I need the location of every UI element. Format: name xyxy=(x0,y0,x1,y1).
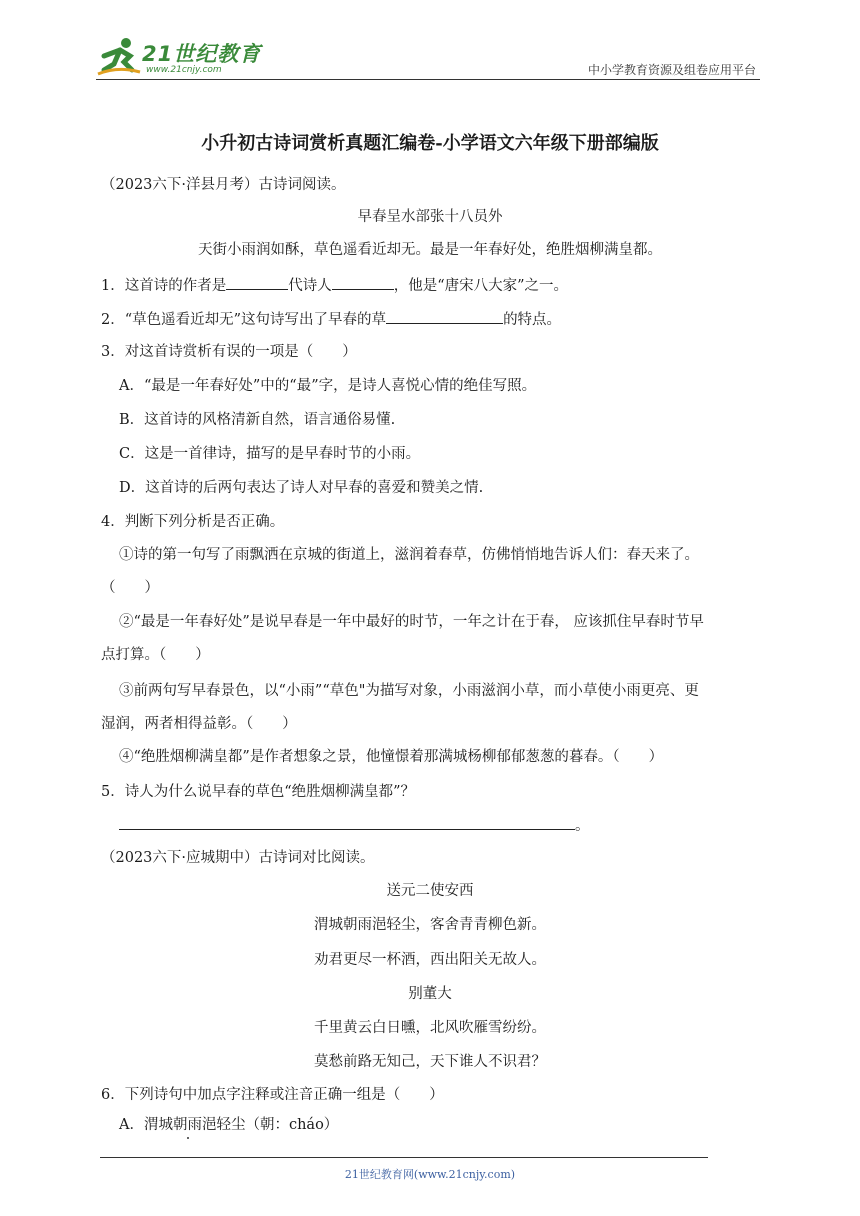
answer-blank-author[interactable] xyxy=(226,274,288,290)
section2-source: （2023六下·应城期中）古诗词对比阅读。 xyxy=(101,850,375,866)
platform-name: 中小学教育资源及组卷应用平台 xyxy=(587,63,756,77)
judge-item-3: ③前两句写早春景色，以“小雨”“草色"为描写对象，小雨滋润小草，而小草使小雨更亮、更 xyxy=(119,683,699,699)
question-5: 5．诗人为什么说早春的草色“绝胜烟柳满皇都”？ xyxy=(101,784,416,800)
option-a[interactable]: A．“最是一年春好处”中的“最”字，是诗人喜悦心情的绝佳写照。 xyxy=(119,378,537,394)
question-3: 3．对这首诗赏析有误的一项是（ ） xyxy=(101,344,357,360)
option-c[interactable]: C．这是一首律诗，描写的是早春时节的小雨。 xyxy=(119,446,421,462)
option-6a[interactable]: A．渭城朝雨浥轻尘（朝：cháo） xyxy=(119,1117,339,1133)
section1-source: （2023六下·洋县月考）古诗词阅读。 xyxy=(101,177,346,193)
poem-text: 天街小雨润如酥，草色遥看近却无。最是一年春好处，绝胜烟柳满皇都。 xyxy=(198,242,662,258)
answer-line-q5[interactable]: 。 xyxy=(119,814,590,836)
logo-text: 21世纪教育 xyxy=(142,42,262,66)
judge-item-2: ②“最是一年春好处”是说早春是一年中最好的时节，一年之计在于春， 应该抓住早春时节早 xyxy=(119,614,704,630)
answer-blank-feature[interactable] xyxy=(386,308,503,324)
option-d[interactable]: D．这首诗的后两句表达了诗人对早春的喜爱和赞美之情. xyxy=(119,480,484,496)
poem1-title: 送元二使安西 xyxy=(386,883,474,899)
answer-blank-dynasty[interactable] xyxy=(332,274,394,290)
question-6: 6．下列诗句中加点字注释或注音正确一组是（ ） xyxy=(101,1087,444,1103)
poem2-title: 别董大 xyxy=(408,986,452,1002)
option-b[interactable]: B．这首诗的风格清新自然，语言通俗易懂. xyxy=(119,412,396,428)
question-4: 4．判断下列分析是否正确。 xyxy=(101,514,285,530)
judge-item-3-cont[interactable]: 湿润，两者相得益彰。（ ） xyxy=(101,716,297,732)
judge-item-1-paren[interactable]: （ ） xyxy=(101,580,159,596)
question-2: 2．“草色遥看近却无”这句诗写出了早春的草 的特点。 xyxy=(101,308,561,330)
question-1: 1．这首诗的作者是 代诗人 ，他是“唐宋八大家”之一。 xyxy=(101,274,568,296)
poem-title: 早春呈水部张十八员外 xyxy=(357,209,503,225)
runner-logo-icon xyxy=(96,36,142,78)
poem2-line2: 莫愁前路无知己，天下谁人不识君？ xyxy=(314,1054,546,1070)
emphasis-dot xyxy=(187,1137,189,1139)
answer-blank-q5[interactable] xyxy=(119,814,575,830)
logo xyxy=(96,36,266,80)
judge-item-4[interactable]: ④“绝胜烟柳满皇都”是作者想象之景，他憧憬着那满城杨柳郁郁葱葱的暮春。（ ） xyxy=(119,749,664,765)
judge-item-2-cont[interactable]: 点打算。（ ） xyxy=(101,647,210,663)
poem2-line1: 千里黄云白日曛，北风吹雁雪纷纷。 xyxy=(314,1020,546,1036)
footer-text: 21世纪教育网(www.21cnjy.com) xyxy=(344,1168,516,1181)
poem1-line1: 渭城朝雨浥轻尘，客舍青青柳色新。 xyxy=(314,917,546,933)
logo-url: www.21cnjy.com xyxy=(146,65,222,75)
page-title: 小升初古诗词赏析真题汇编卷-小学语文六年级下册部编版 xyxy=(201,133,659,154)
judge-item-1: ①诗的第一句写了雨飘洒在京城的街道上，滋润着春草，仿佛悄悄地告诉人们：春天来了。 xyxy=(119,547,699,563)
header-rule xyxy=(96,79,760,80)
poem1-line2: 劝君更尽一杯酒，西出阳关无故人。 xyxy=(314,952,546,968)
footer-rule xyxy=(100,1157,708,1158)
